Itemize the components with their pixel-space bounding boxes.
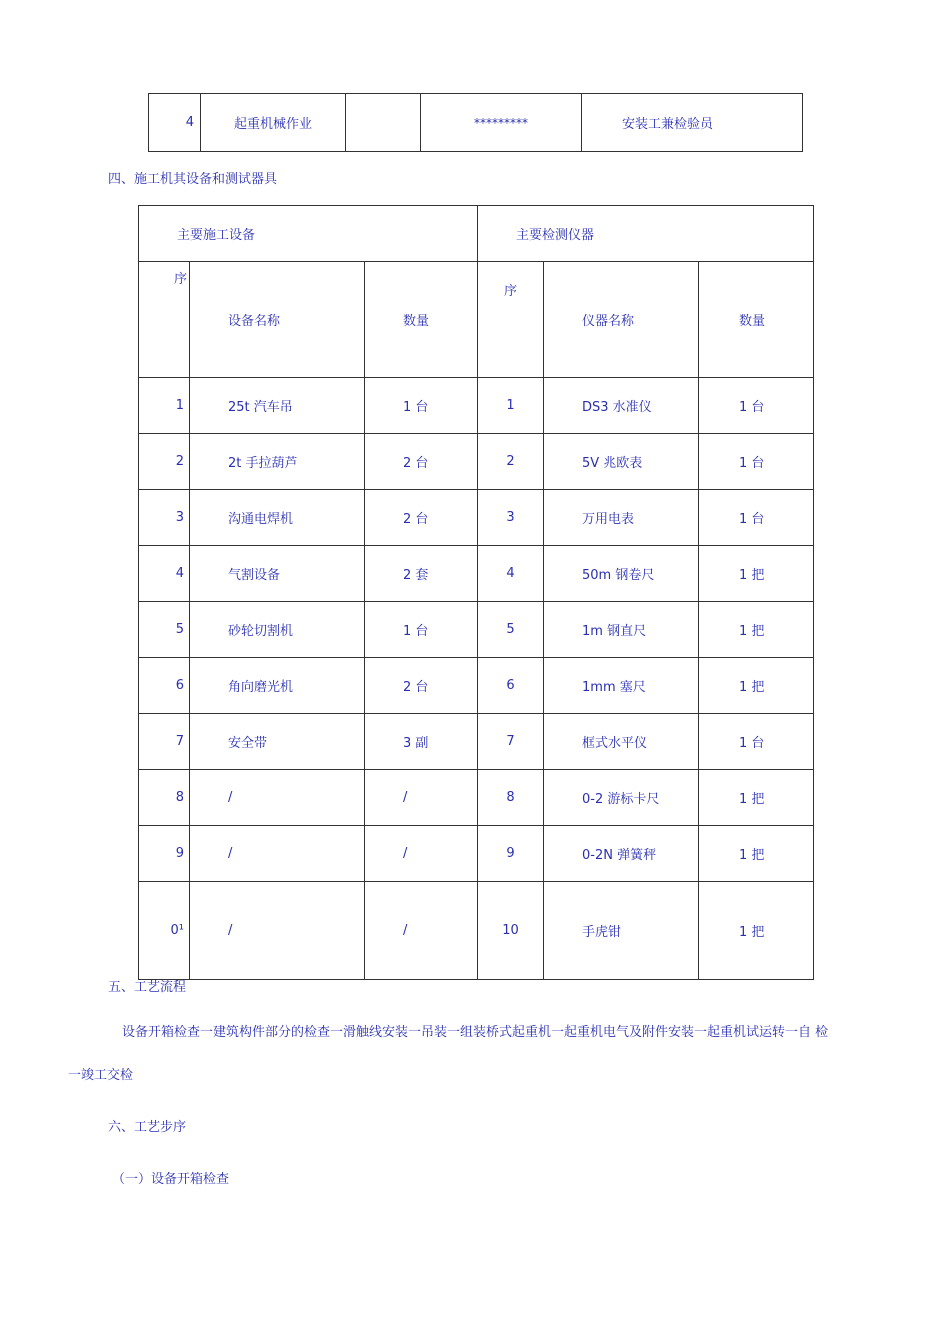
instrument-seq: 6: [478, 658, 544, 714]
equipment-name: 2t 手拉葫芦: [190, 434, 365, 490]
row-seq: 2: [139, 434, 190, 490]
instrument-qty: 1 把: [699, 770, 814, 826]
instrument-name: 1m 钢直尺: [544, 602, 699, 658]
equipment-table: [138, 205, 814, 980]
equipment-qty: /: [365, 882, 478, 980]
table-row: [139, 602, 814, 658]
section-4-title: 四、施工机其设备和测试器具: [108, 172, 278, 187]
table-row: [139, 770, 814, 826]
instrument-qty: 1 台: [699, 490, 814, 546]
instrument-qty: 1 台: [699, 378, 814, 434]
equipment-name: 砂轮切割机: [190, 602, 365, 658]
equipment-qty: 3 副: [365, 714, 478, 770]
table-row: [139, 490, 814, 546]
header-equipment-name: 设备名称: [190, 262, 365, 378]
table-row: [139, 434, 814, 490]
instrument-seq: 4: [478, 546, 544, 602]
instrument-qty: 1 把: [699, 602, 814, 658]
row-seq: 3: [139, 490, 190, 546]
job-name: 起重机械作业: [201, 94, 346, 152]
table-row: [139, 546, 814, 602]
instrument-name: 5V 兆欧表: [544, 434, 699, 490]
header-quantity-left: 数量: [365, 262, 478, 378]
equipment-qty: /: [365, 770, 478, 826]
row-seq: 7: [139, 714, 190, 770]
instrument-name: 50m 钢卷尺: [544, 546, 699, 602]
instrument-name: DS3 水准仪: [544, 378, 699, 434]
row-seq: 8: [139, 770, 190, 826]
equipment-name: /: [190, 770, 365, 826]
row-seq: 4: [139, 546, 190, 602]
instrument-name: 0-2 游标卡尺: [544, 770, 699, 826]
instrument-qty: 1 把: [699, 882, 814, 980]
process-flow-line-2: 一竣工交检: [68, 1068, 134, 1083]
group-construction-equipment: 主要施工设备: [139, 206, 478, 262]
equipment-qty: 2 套: [365, 546, 478, 602]
table-row: [139, 658, 814, 714]
instrument-seq: 5: [478, 602, 544, 658]
row-number: 4: [149, 94, 201, 152]
row-seq: 5: [139, 602, 190, 658]
instrument-seq: 2: [478, 434, 544, 490]
instrument-qty: 1 台: [699, 434, 814, 490]
equipment-qty: 1 台: [365, 378, 478, 434]
group-header-row: [139, 206, 814, 262]
personnel-table: [148, 93, 803, 152]
instrument-seq: 3: [478, 490, 544, 546]
header-seq-right: 序: [478, 262, 544, 378]
table-row: [149, 94, 803, 152]
section-5-title: 五、工艺流程: [108, 980, 187, 995]
instrument-seq: 7: [478, 714, 544, 770]
row-seq: 0¹: [139, 882, 190, 980]
step-1-title: （一）设备开箱检查: [112, 1172, 230, 1187]
equipment-name: /: [190, 826, 365, 882]
equipment-name: 气割设备: [190, 546, 365, 602]
instrument-qty: 1 把: [699, 826, 814, 882]
equipment-name: /: [190, 882, 365, 980]
equipment-qty: /: [365, 826, 478, 882]
certificate-number: *********: [421, 94, 582, 152]
table-row: [139, 826, 814, 882]
role: 安装工兼检验员: [582, 94, 803, 152]
equipment-qty: 2 台: [365, 658, 478, 714]
header-quantity-right: 数量: [699, 262, 814, 378]
instrument-name: 手虎钳: [544, 882, 699, 980]
equipment-name: 角向磨光机: [190, 658, 365, 714]
instrument-seq: 10: [478, 882, 544, 980]
row-seq: 9: [139, 826, 190, 882]
instrument-seq: 9: [478, 826, 544, 882]
row-seq: 6: [139, 658, 190, 714]
instrument-qty: 1 台: [699, 714, 814, 770]
equipment-qty: 2 台: [365, 490, 478, 546]
empty-cell: [346, 94, 421, 152]
instrument-name: 0-2N 弹簧秤: [544, 826, 699, 882]
instrument-name: 框式水平仪: [544, 714, 699, 770]
group-testing-instruments: 主要检测仪器: [478, 206, 814, 262]
table-row: [139, 714, 814, 770]
equipment-name: 安全带: [190, 714, 365, 770]
instrument-qty: 1 把: [699, 546, 814, 602]
instrument-name: 1mm 塞尺: [544, 658, 699, 714]
header-seq-left: 序: [139, 262, 190, 378]
table-row: [139, 378, 814, 434]
section-6-title: 六、工艺步序: [108, 1120, 187, 1135]
equipment-qty: 2 台: [365, 434, 478, 490]
equipment-qty: 1 台: [365, 602, 478, 658]
instrument-seq: 8: [478, 770, 544, 826]
header-instrument-name: 仪器名称: [544, 262, 699, 378]
instrument-qty: 1 把: [699, 658, 814, 714]
instrument-name: 万用电表: [544, 490, 699, 546]
row-seq: 1: [139, 378, 190, 434]
equipment-name: 25t 汽车吊: [190, 378, 365, 434]
equipment-name: 沟通电焊机: [190, 490, 365, 546]
column-header-row: [139, 262, 814, 378]
instrument-seq: 1: [478, 378, 544, 434]
process-flow-line-1: 设备开箱检查一建筑构件部分的检查一滑触线安装一吊装一组装桥式起重机一起重机电气及附件安装一起重机试运转一自 检: [122, 1025, 829, 1040]
table-row: [139, 882, 814, 980]
